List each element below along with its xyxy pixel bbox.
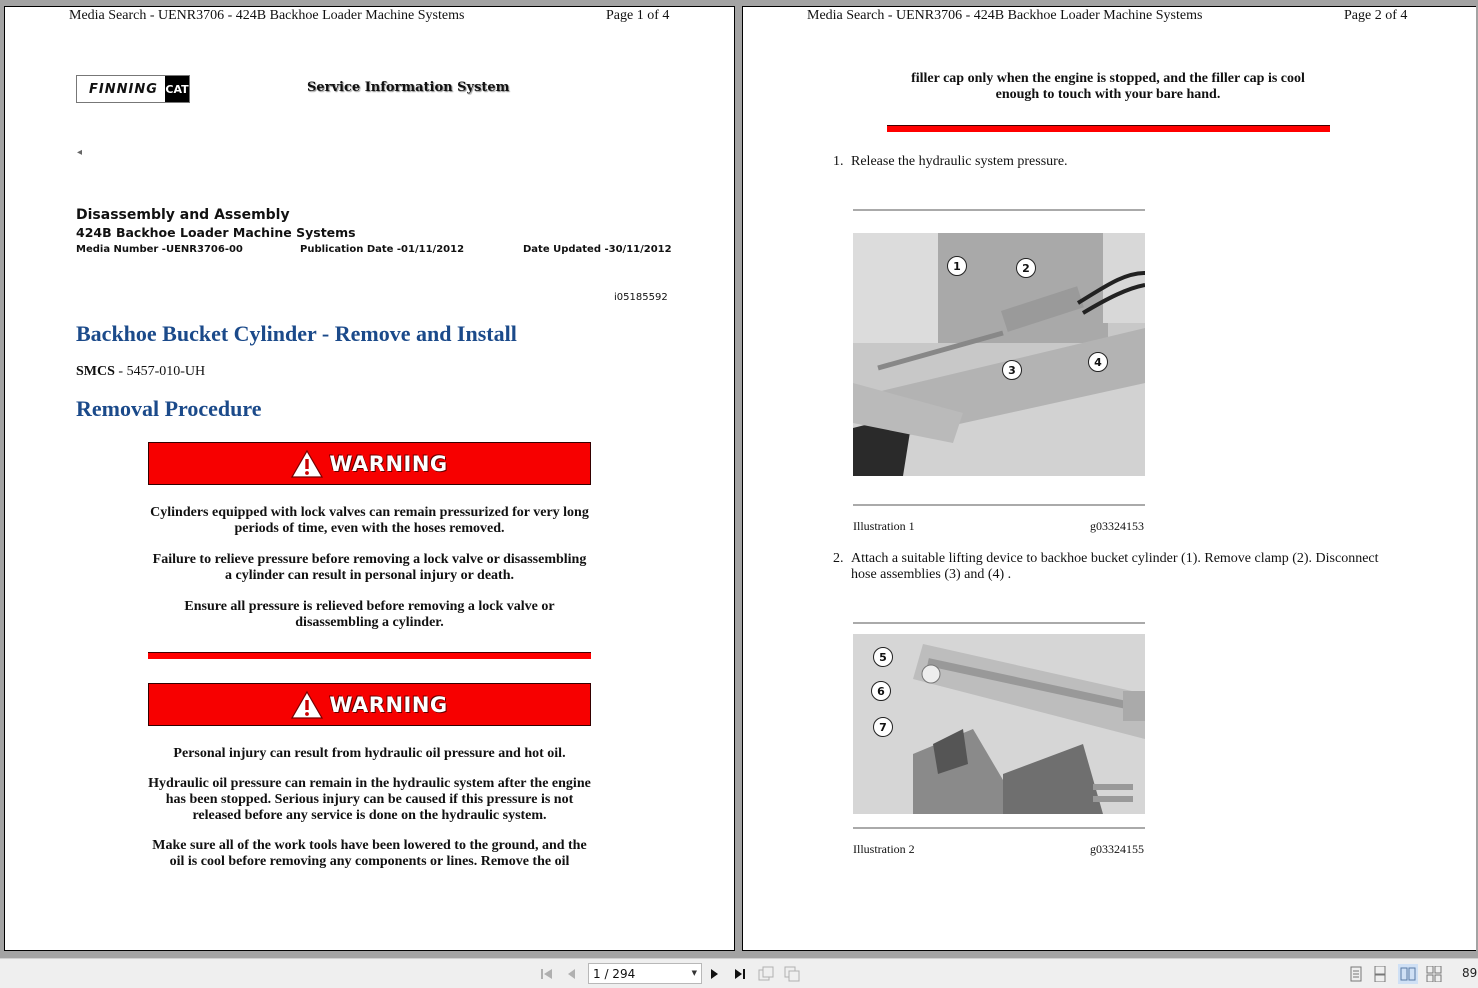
callout-3: 3 bbox=[1002, 360, 1022, 380]
illustration-caption: Illustration 1 bbox=[853, 519, 915, 533]
smcs-label: SMCS bbox=[76, 364, 115, 379]
warning-end-bar bbox=[887, 125, 1330, 132]
next-page-button[interactable] bbox=[705, 965, 723, 983]
page-title: Backhoe Bucket Cylinder - Remove and Install bbox=[76, 321, 517, 346]
warning-continuation: filler cap only when the engine is stopped, and the filler cap is cool enough to touch with your bare hand. bbox=[911, 71, 1305, 102]
warning-label: WARNING bbox=[329, 692, 448, 717]
zoom-level[interactable]: 89 bbox=[1462, 966, 1478, 980]
warning-text bbox=[148, 746, 591, 885]
warning-paragraph: Make sure all of the work tools have been lowered to the ground, and the oil is cool before removing any components or lines. Remove the oil bbox=[152, 838, 587, 869]
warning-banner bbox=[148, 683, 591, 726]
last-page-button[interactable] bbox=[731, 965, 749, 983]
previous-page-icon bbox=[565, 967, 579, 981]
last-page-icon bbox=[733, 967, 747, 981]
next-page-icon bbox=[707, 967, 721, 981]
warning-paragraph: Cylinders equipped with lock valves can remain pressurized for very long periods of time, even with the hoses removed. bbox=[150, 505, 589, 536]
callout-7: 7 bbox=[873, 717, 893, 737]
document-page-1 bbox=[4, 6, 735, 951]
two-page-continuous-icon bbox=[1426, 966, 1442, 982]
viewer-toolbar bbox=[0, 958, 1478, 988]
illustration-2-image bbox=[853, 634, 1145, 814]
illustration-id: g03324153 bbox=[1090, 519, 1144, 533]
two-page-icon bbox=[1400, 966, 1416, 982]
next-view-button[interactable] bbox=[783, 965, 801, 983]
single-page-view-button[interactable] bbox=[1346, 964, 1366, 984]
cylinder-pin-drawing bbox=[853, 634, 1145, 814]
warning-triangle-icon bbox=[291, 449, 323, 479]
step-number: 2. bbox=[833, 551, 844, 566]
cat-logo-text: CAT bbox=[165, 76, 189, 102]
step-text: Release the hydraulic system pressure. bbox=[851, 154, 1068, 169]
back-arrow-icon[interactable]: ◂ bbox=[77, 147, 83, 158]
callout-2: 2 bbox=[1016, 258, 1036, 278]
page-indicator: 1 / 294 bbox=[593, 966, 636, 981]
warning-label: WARNING bbox=[329, 451, 448, 476]
illustration-1-image bbox=[853, 233, 1145, 476]
doc-subtitle: 424B Backhoe Loader Machine Systems bbox=[76, 225, 356, 240]
publication-date: Publication Date -01/11/2012 bbox=[300, 244, 465, 255]
single-page-icon bbox=[1349, 966, 1363, 982]
doc-id: i05185592 bbox=[614, 292, 668, 303]
chevron-down-icon: ▼ bbox=[691, 969, 697, 977]
two-page-continuous-view-button[interactable] bbox=[1424, 964, 1444, 984]
callout-4: 4 bbox=[1088, 352, 1108, 372]
warning-paragraph: Personal injury can result from hydraulic oil pressure and hot oil. bbox=[173, 746, 566, 761]
document-page-2 bbox=[742, 6, 1476, 951]
running-header: Media Search - UENR3706 - 424B Backhoe Loader Machine Systems bbox=[807, 8, 1203, 23]
illustration-caption: Illustration 2 bbox=[853, 842, 915, 856]
warning-end-bar bbox=[148, 652, 591, 659]
illustration-rule bbox=[853, 827, 1145, 829]
illustration-id: g03324155 bbox=[1090, 842, 1144, 856]
continuous-view-button[interactable] bbox=[1370, 964, 1390, 984]
callout-6: 6 bbox=[871, 681, 891, 701]
previous-view-button[interactable] bbox=[757, 965, 775, 983]
first-page-button[interactable] bbox=[538, 965, 556, 983]
previous-page-button[interactable] bbox=[563, 965, 581, 983]
two-page-view-button[interactable] bbox=[1398, 964, 1418, 984]
media-number: Media Number -UENR3706-00 bbox=[76, 244, 243, 255]
smcs-value: - 5457-010-UH bbox=[114, 364, 206, 379]
previous-view-icon bbox=[758, 966, 774, 982]
next-view-icon bbox=[784, 966, 800, 982]
warning-paragraph: Failure to relieve pressure before removing a lock valve or disassembling a cylinder can result in personal injury or death. bbox=[152, 552, 587, 583]
illustration-rule bbox=[853, 622, 1145, 624]
system-title: Service Information System bbox=[307, 80, 510, 95]
step-number: 1. bbox=[833, 154, 844, 169]
first-page-icon bbox=[540, 967, 554, 981]
callout-1: 1 bbox=[947, 256, 967, 276]
section-heading: Removal Procedure bbox=[76, 396, 262, 421]
page-number: Page 2 of 4 bbox=[1344, 8, 1408, 23]
warning-triangle-icon bbox=[291, 690, 323, 720]
illustration-rule bbox=[853, 504, 1145, 506]
doc-type: Disassembly and Assembly bbox=[76, 207, 290, 223]
smcs-code bbox=[76, 364, 205, 380]
finning-logo-text: FINNING bbox=[89, 81, 158, 97]
warning-paragraph: Hydraulic oil pressure can remain in the hydraulic system after the engine has been stopped. Serious injury can be caused if this pressure is not released before any service is done on the hydraulic system. bbox=[148, 776, 591, 823]
warning-banner bbox=[148, 442, 591, 485]
page-number-select[interactable] bbox=[588, 963, 702, 984]
warning-paragraph: Ensure all pressure is relieved before removing a lock valve or disassembling a cylinder. bbox=[184, 599, 555, 630]
warning-text bbox=[148, 505, 591, 646]
illustration-rule bbox=[853, 209, 1145, 211]
callout-5: 5 bbox=[873, 647, 893, 667]
continuous-page-icon bbox=[1373, 966, 1387, 982]
running-header: Media Search - UENR3706 - 424B Backhoe Loader Machine Systems bbox=[69, 8, 465, 23]
date-updated: Date Updated -30/11/2012 bbox=[523, 244, 672, 255]
finning-cat-logo bbox=[76, 75, 190, 103]
page-number: Page 1 of 4 bbox=[606, 8, 670, 23]
step-text: Attach a suitable lifting device to backhoe bucket cylinder (1). Remove clamp (2). Disconnect hose assemblies (3) and (4) . bbox=[851, 551, 1379, 582]
